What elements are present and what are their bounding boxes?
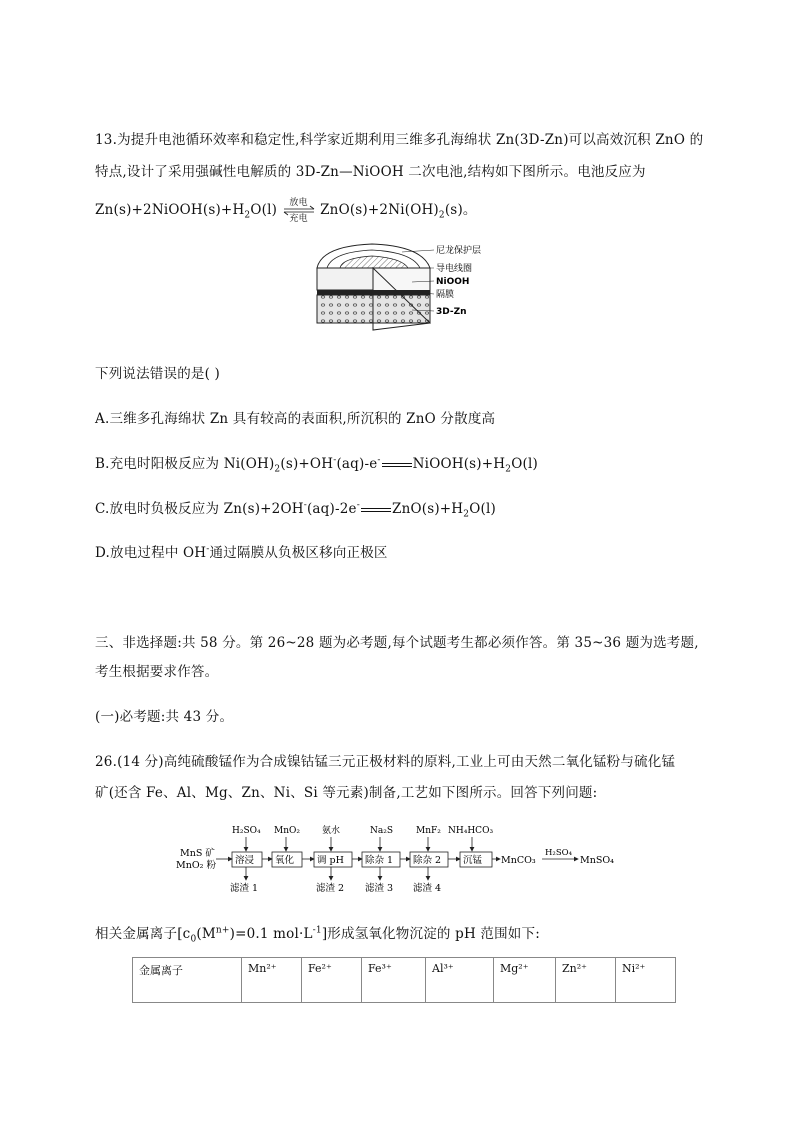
sub: 2	[438, 210, 445, 221]
residue-3: 滤渣 3	[365, 883, 394, 894]
section3-line1: 三、非选择题:共 58 分。第 26~28 题为必考题,每个试题考生都必须作答。第 35~36 题为选考题,	[95, 635, 699, 651]
q26-line1: 26.(14 分)高纯硫酸锰作为合成镍钴锰三元正极材料的原料,工业上可由天然二氧化锰粉与硫化锰	[95, 754, 676, 770]
q13-stem: 下列说法错误的是( )	[95, 366, 221, 382]
arrow-bottom-label: 充电	[289, 213, 308, 224]
option-b	[95, 452, 538, 475]
section3-subheading: (一)必考题:共 43 分。	[95, 709, 234, 725]
reagent-nh4hco3: NH₄HCO₃	[448, 826, 494, 836]
eq-left: Zn(s)+2NiOOH(s)+H	[95, 202, 245, 218]
text: O(l)	[469, 501, 496, 517]
sup: -	[333, 455, 337, 466]
text: (M	[196, 926, 216, 942]
table-header-cell: Ni²⁺	[616, 958, 676, 1003]
table-intro	[95, 922, 540, 945]
sup: -1	[312, 925, 322, 936]
sup: -	[206, 544, 210, 555]
equals-sign	[382, 463, 412, 467]
eq-right-a: ZnO(s)+2Ni(OH)	[320, 202, 439, 218]
arrow-top-label: 放电	[289, 197, 308, 208]
option-d	[95, 541, 388, 561]
table-header-cell: Zn²⁺	[556, 958, 616, 1003]
table-header-cell: Mn²⁺	[242, 958, 302, 1003]
table-header-cell: Mg²⁺	[494, 958, 556, 1003]
text: C.放电时负极反应为 Zn(s)+2OH	[95, 501, 304, 517]
reagent-mnf2: MnF₂	[416, 826, 441, 836]
sub: 2	[274, 464, 281, 475]
text: 相关金属离子[c	[95, 926, 191, 942]
text: 通过隔膜从负极区移向正极区	[209, 545, 388, 561]
reagent-ammonia: 氨水	[322, 826, 341, 836]
step-precipitate-mn: 沉锰	[463, 855, 483, 866]
table-row	[133, 958, 676, 1003]
sup: -	[303, 500, 307, 511]
q13-line2: 特点,设计了采用强碱性电解质的 3D-Zn—NiOOH 二次电池,结构如下图所示。电池反应为	[95, 164, 646, 180]
equals-sign	[361, 508, 391, 512]
label-niooh: NiOOH	[436, 277, 470, 287]
q13-equation	[95, 198, 477, 223]
label-conductive-coil: 导电线圈	[436, 264, 473, 274]
text: (s)+OH	[280, 456, 334, 472]
text: (aq)-2e	[306, 501, 357, 517]
text: (aq)-e	[336, 456, 378, 472]
product-mnso4: MnSO₄	[580, 855, 614, 866]
option-c	[95, 497, 496, 520]
option-a: A.三维多孔海绵状 Zn 具有较高的表面积,所沉积的 ZnO 分散度高	[95, 411, 496, 427]
text: ]形成氢氧化物沉淀的 pH 范围如下:	[321, 926, 540, 942]
sub: 2	[244, 210, 251, 221]
reagent-h2so4: H₂SO₄	[232, 826, 261, 836]
metal-ion-table	[132, 957, 676, 1003]
eq-right-b: (s)。	[444, 202, 477, 218]
sup: -	[356, 500, 360, 511]
q13-line1: 13.为提升电池循环效率和稳定性,科学家近期利用三维多孔海绵状 Zn(3D-Zn)可以高效沉积 ZnO 的	[95, 132, 704, 148]
process-flow-diagram	[170, 822, 630, 896]
step-impurity-2: 除杂 2	[413, 855, 442, 866]
q26-line2: 矿(还含 Fe、Al、Mg、Zn、Ni、Si 等元素)制备,工艺如下图所示。回答下列问题:	[95, 785, 598, 801]
eq-left-tail: O(l)	[250, 202, 278, 218]
residue-2: 滤渣 2	[316, 883, 345, 894]
table-header-cell: Fe³⁺	[362, 958, 426, 1003]
sup: -	[377, 455, 381, 466]
table-header-cell: Fe²⁺	[302, 958, 362, 1003]
reversible-arrow	[282, 199, 316, 223]
sub: 2	[463, 509, 470, 520]
residue-4: 滤渣 4	[413, 883, 442, 894]
step-leaching: 溶浸	[235, 855, 255, 866]
step-oxidation: 氧化	[275, 855, 295, 866]
text: NiOOH(s)+H	[412, 456, 506, 472]
battery-structure-diagram	[312, 238, 512, 333]
label-separator: 隔膜	[436, 290, 455, 300]
sub: 0	[190, 934, 197, 945]
label-nylon-layer: 尼龙保护层	[436, 246, 482, 256]
reagent-na2s: Na₂S	[370, 826, 394, 836]
label-3d-zn: 3D-Zn	[436, 307, 467, 317]
final-reagent-h2so4: H₂SO₄	[545, 848, 573, 858]
step-adjust-ph: 调 pH	[317, 855, 344, 866]
table-header-cell: 金属离子	[133, 958, 242, 1003]
sub: 2	[505, 464, 512, 475]
residue-1: 滤渣 1	[230, 883, 259, 894]
text: )=0.1 mol·L	[229, 926, 313, 942]
section3-line2: 考生根据要求作答。	[95, 664, 219, 680]
text: D.放电过程中 OH	[95, 545, 207, 561]
sup: n+	[215, 925, 230, 936]
feed-mns: MnS 矿	[180, 848, 215, 859]
table-header-cell: Al³⁺	[426, 958, 494, 1003]
text: B.充电时阳极反应为 Ni(OH)	[95, 456, 275, 472]
text: ZnO(s)+H	[391, 501, 464, 517]
step-impurity-1: 除杂 1	[365, 855, 394, 866]
product-mnco3: MnCO₃	[501, 855, 536, 866]
feed-mno2: MnO₂ 粉	[176, 860, 216, 871]
reagent-mno2: MnO₂	[274, 826, 300, 836]
text: O(l)	[511, 456, 538, 472]
